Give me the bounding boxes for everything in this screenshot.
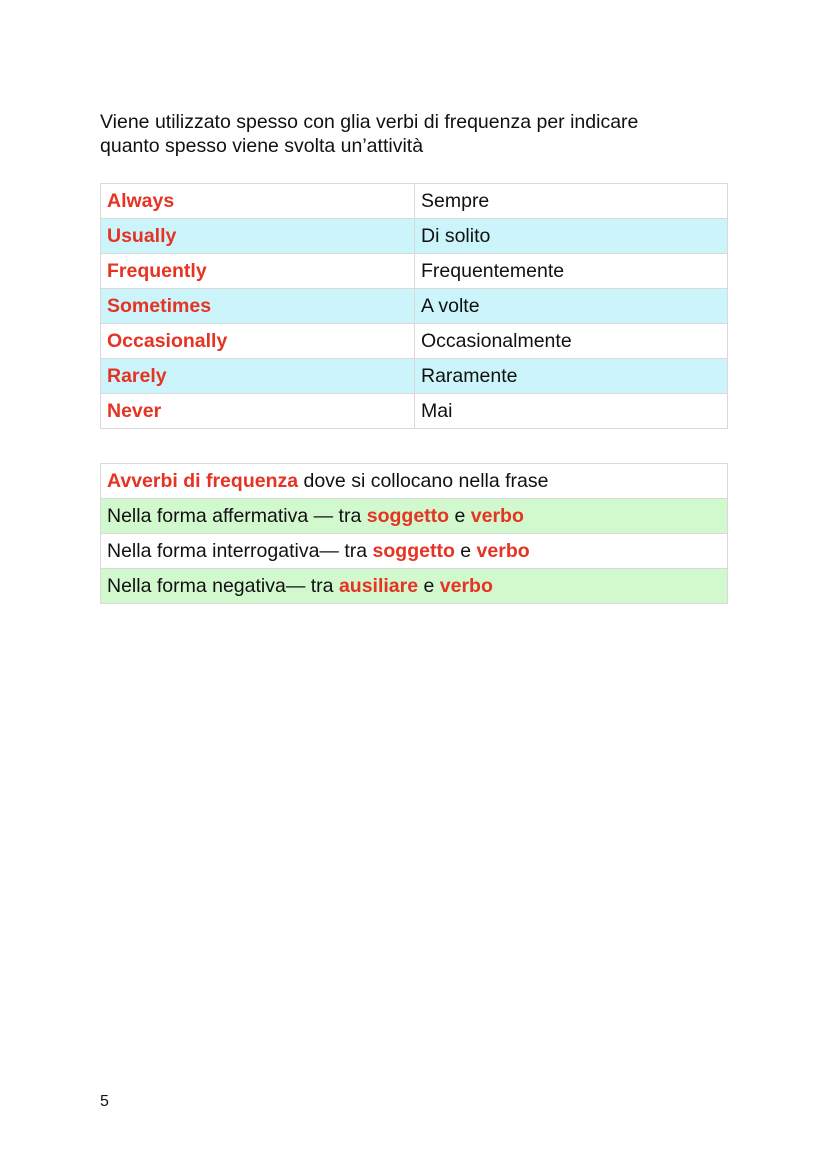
adverb-english: Always — [101, 184, 415, 219]
adverb-english: Never — [101, 394, 415, 429]
rule-cell — [101, 569, 728, 604]
intro-line-2: quanto spesso viene svolta un’attività — [100, 135, 424, 157]
intro-paragraph — [100, 110, 740, 158]
table-row — [101, 254, 728, 289]
table-row — [101, 359, 728, 394]
rule-conjunction: e — [454, 539, 477, 562]
rule-prefix: Nella forma negativa— tra — [107, 574, 339, 597]
rule-conjunction: e — [418, 574, 440, 597]
table-row — [101, 184, 728, 219]
adverb-english: Usually — [101, 219, 415, 254]
adverb-italian: Occasionalmente — [415, 324, 728, 359]
intro-line-1: Viene utilizzato spesso con glia verbi di frequenza per indicare — [100, 111, 639, 133]
table-row — [101, 289, 728, 324]
table-row — [101, 394, 728, 429]
adverbs-table — [100, 183, 728, 429]
rule-term-b: verbo — [476, 539, 530, 562]
table-row — [101, 324, 728, 359]
rule-term-a: ausiliare — [338, 574, 419, 597]
page-number: 5 — [100, 1093, 109, 1110]
adverb-english: Frequently — [101, 254, 415, 289]
rule-conjunction: e — [449, 504, 471, 527]
adverb-english: Rarely — [101, 359, 415, 394]
rule-term-b: verbo — [439, 574, 493, 597]
adverb-italian: Di solito — [415, 219, 728, 254]
table-row — [101, 534, 728, 569]
table-row — [101, 569, 728, 604]
rule-term-a: soggetto — [366, 504, 450, 527]
table-header-cell — [101, 464, 728, 499]
adverb-italian: Mai — [415, 394, 728, 429]
rule-term-a: soggetto — [372, 539, 455, 562]
adverb-english: Occasionally — [101, 324, 415, 359]
rule-prefix: Nella forma interrogativa— tra — [107, 539, 373, 562]
table-header-row — [101, 464, 728, 499]
header-highlight: Avverbi di frequenza — [107, 469, 299, 492]
rule-cell — [101, 534, 728, 569]
table-row — [101, 499, 728, 534]
rule-cell — [101, 499, 728, 534]
rule-term-b: verbo — [470, 504, 524, 527]
position-table — [100, 463, 728, 604]
adverb-english: Sometimes — [101, 289, 415, 324]
adverb-italian: Sempre — [415, 184, 728, 219]
adverb-italian: Raramente — [415, 359, 728, 394]
adverb-italian: Frequentemente — [415, 254, 728, 289]
adverb-italian: A volte — [415, 289, 728, 324]
table-row — [101, 219, 728, 254]
header-text: dove si collocano nella frase — [298, 469, 549, 492]
rule-prefix: Nella forma affermativa — tra — [107, 504, 367, 527]
